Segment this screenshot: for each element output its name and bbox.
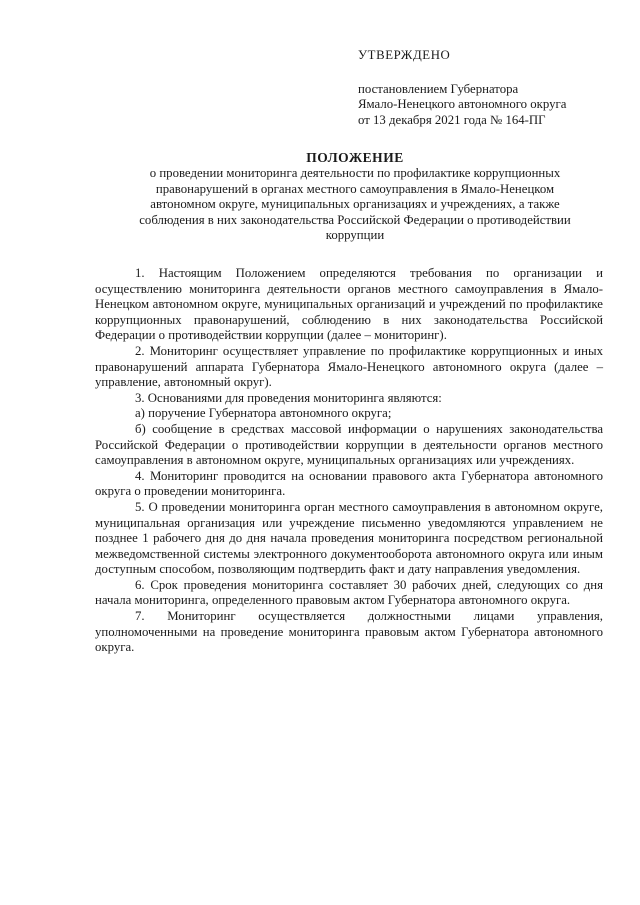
subtitle-line: правонарушений в органах местного самоуправления в Ямало-Ненецком [155, 181, 555, 196]
paragraph-7: 7. Мониторинг осуществляется должностными лицами управления, уполномоченными на проведение мониторинга правовым актом Губернатора автономного округа. [95, 609, 603, 655]
paragraph-3a: а) поручение Губернатора автономного округа; [135, 406, 392, 421]
approval-stamp: УТВЕРЖДЕНО [358, 48, 451, 62]
subtitle-line: автономном округе, муниципальных организациях и учреждениях, а также [150, 197, 560, 211]
approval-line: постановлением Губернатора [358, 81, 519, 96]
subtitle-line: о проведении мониторинга деятельности по профилактике коррупционных [149, 166, 561, 180]
document-body [95, 266, 603, 656]
paragraph-4: 4. Мониторинг проводится на основании правового акта Губернатора автономного округа о проведении мониторинга. [95, 468, 603, 499]
document-title: ПОЛОЖЕНИЕ [306, 150, 404, 165]
subtitle-line: коррупции [325, 228, 385, 242]
subtitle-line: соблюдения в них законодательства Российской Федерации о противодействии [139, 212, 571, 227]
approval-line: Ямало-Ненецкого автономного округа [358, 97, 567, 111]
paragraph-2: 2. Мониторинг осуществляет управление по профилактике коррупционных и иных правонарушений аппарата Губернатора Ямало-Ненецкого автономного округа (далее – управление, автономный округ). [95, 343, 603, 390]
approval-line: от 13 декабря 2021 года № 164-ПГ [358, 112, 546, 127]
approval-block [358, 48, 628, 128]
paragraph-3b: б) сообщение в средствах массовой информации о нарушениях законодательства Российской Федерации о противодействии коррупции в деятельности органов местного самоуправления в автономном округе, муниципальных организациях или учреждениях. [95, 421, 603, 468]
paragraph-6: 6. Срок проведения мониторинга составляет 30 рабочих дней, следующих со дня начала мониторинга, определенного правовым актом Губернатора автономного округа. [95, 577, 603, 608]
paragraph-3: 3. Основаниями для проведения мониторинга являются: [135, 390, 442, 405]
document-subtitle [95, 166, 615, 244]
paragraph-1: 1. Настоящим Положением определяются требования по организации и осуществлению мониторинга деятельности органов местного самоуправления в Ямало-Ненецком автономном округе, муниципальных организаций и учреждений по профилактике коррупционных правонарушений, соблюдению в них законодательства Российской Федерации о противодействии коррупции (далее – мониторинг). [95, 266, 603, 343]
paragraph-5: 5. О проведении мониторинга орган местного самоуправления в автономном округе, муниципальная организация или учреждение письменно уведомляются управлением не позднее 1 рабочего дня до дня начала проведения мониторинга посредством региональной межведомственной системы электронного документооборота автономного округа или иным доступным способом, позволяющим подтвердить факт и дату направления уведомления. [95, 499, 603, 577]
